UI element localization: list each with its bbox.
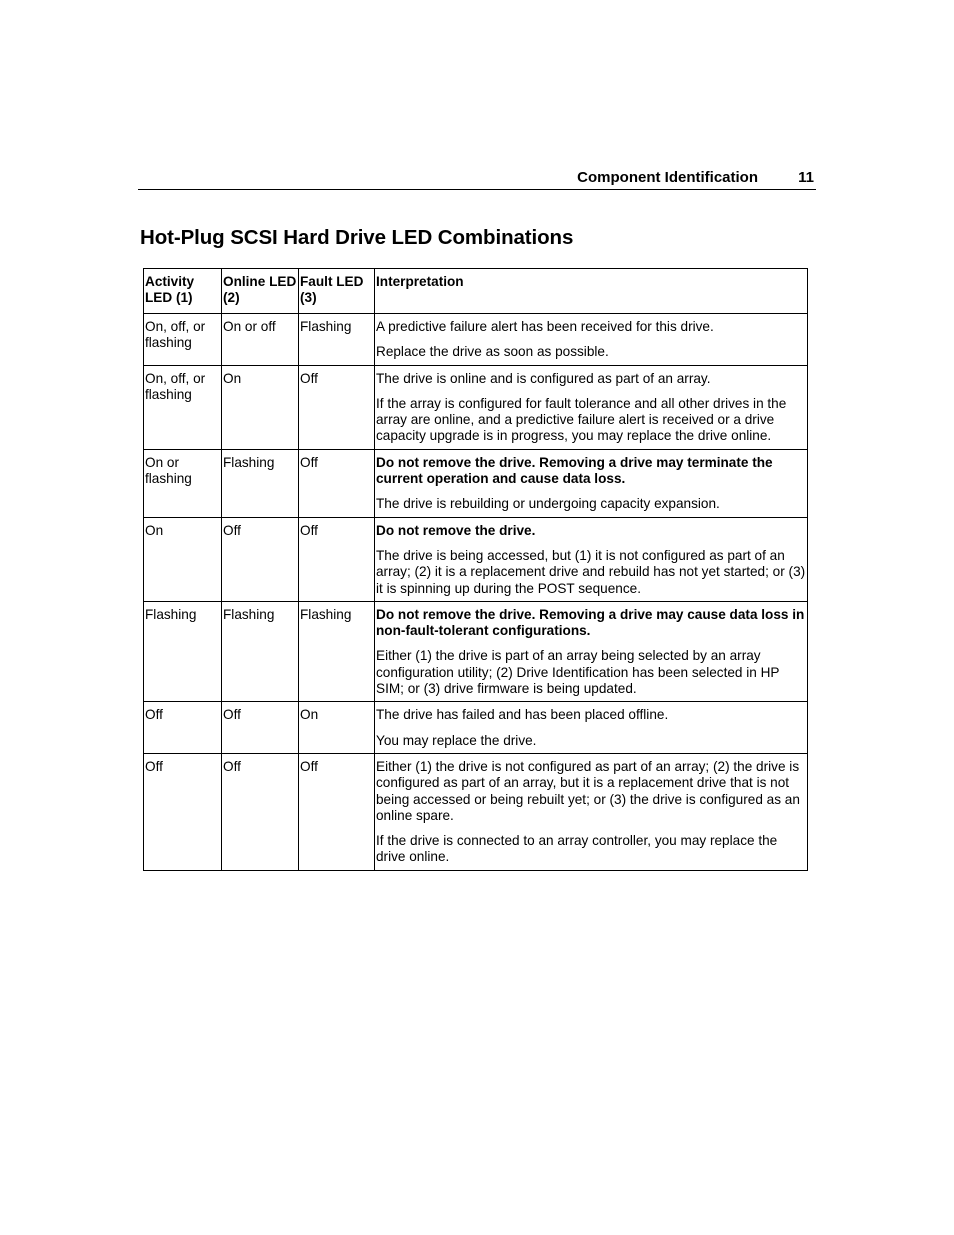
column-header-interpretation: Interpretation [375,269,808,314]
interpretation-cell [375,702,808,754]
activity-led-cell: On, off, or flashing [144,365,222,449]
table-row [144,517,808,601]
interpretation-text: Either (1) the drive is not configured as part of an array; (2) the drive is configured as part of an array, but it is a replacement drive that is not being accessed or being rebuilt yet; or (3) the drive is configured as an online spare. [376,758,800,823]
fault-led-cell: Flashing [299,314,375,366]
interpretation-cell [375,517,808,601]
interpretation-text: You may replace the drive. [376,732,537,748]
activity-led-cell: Flashing [144,601,222,701]
online-led-cell: Off [222,702,299,754]
table-row [144,601,808,701]
online-led-cell: Off [222,517,299,601]
fault-led-cell: Off [299,753,375,870]
table-header-row [144,269,808,314]
interpretation-text: The drive is online and is configured as part of an array. [376,370,711,386]
online-led-cell: Flashing [222,449,299,517]
online-led-cell: On or off [222,314,299,366]
running-header [138,168,816,190]
interpretation-text: A predictive failure alert has been received for this drive. [376,319,714,334]
warning-text: Do not remove the drive. Removing a drive may cause data loss in non-fault-tolerant configurations. [376,606,805,639]
fault-led-cell: Off [299,517,375,601]
column-header-online-led: Online LED (2) [222,269,299,314]
warning-text: Do not remove the drive. Removing a drive may terminate the current operation and cause data loss. [376,454,773,487]
fault-led-cell: On [299,702,375,754]
fault-led-cell: Off [299,365,375,449]
column-header-activity-led: Activity LED (1) [144,269,222,314]
activity-led-cell: On or flashing [144,449,222,517]
interpretation-cell [375,753,808,870]
page-title: Hot-Plug SCSI Hard Drive LED Combinations [140,226,574,249]
interpretation-text: Either (1) the drive is part of an array being selected by an array configuration utility; (2) Drive Identification has been selected in HP SIM; or (3) drive firmware is being updated. [376,648,780,697]
warning-text: Do not remove the drive. [376,522,536,538]
table-row [144,753,808,870]
section-title: Component Identification [577,169,758,186]
activity-led-cell: Off [144,702,222,754]
table-row [144,314,808,366]
table-body [144,314,808,871]
online-led-cell: On [222,365,299,449]
interpretation-cell [375,449,808,517]
online-led-cell: Off [222,753,299,870]
interpretation-text: Replace the drive as soon as possible. [376,344,609,360]
fault-led-cell: Off [299,449,375,517]
online-led-cell: Flashing [222,601,299,701]
interpretation-text: The drive is rebuilding or undergoing capacity expansion. [376,496,720,512]
activity-led-cell: Off [144,753,222,870]
interpretation-text: If the array is configured for fault tolerance and all other drives in the array are online, and a predictive failure alert is received or a drive capacity upgrade is in progress, you may replace the drive online. [376,395,787,444]
table-row [144,449,808,517]
interpretation-text: The drive is being accessed, but (1) it is not configured as part of an array; (2) it is a replacement drive and rebuild has not yet started; or (3) it is spinning up during the POST sequence. [376,547,806,596]
activity-led-cell: On, off, or flashing [144,314,222,366]
page-number: 11 [798,169,814,186]
interpretation-cell [375,314,808,366]
interpretation-cell [375,601,808,701]
interpretation-text: If the drive is connected to an array controller, you may replace the drive online. [376,833,778,865]
column-header-fault-led: Fault LED (3) [299,269,375,314]
led-combinations-table [143,268,808,871]
activity-led-cell: On [144,517,222,601]
table-row [144,702,808,754]
interpretation-cell [375,365,808,449]
interpretation-text: The drive has failed and has been placed offline. [376,707,669,723]
fault-led-cell: Flashing [299,601,375,701]
table-row [144,365,808,449]
